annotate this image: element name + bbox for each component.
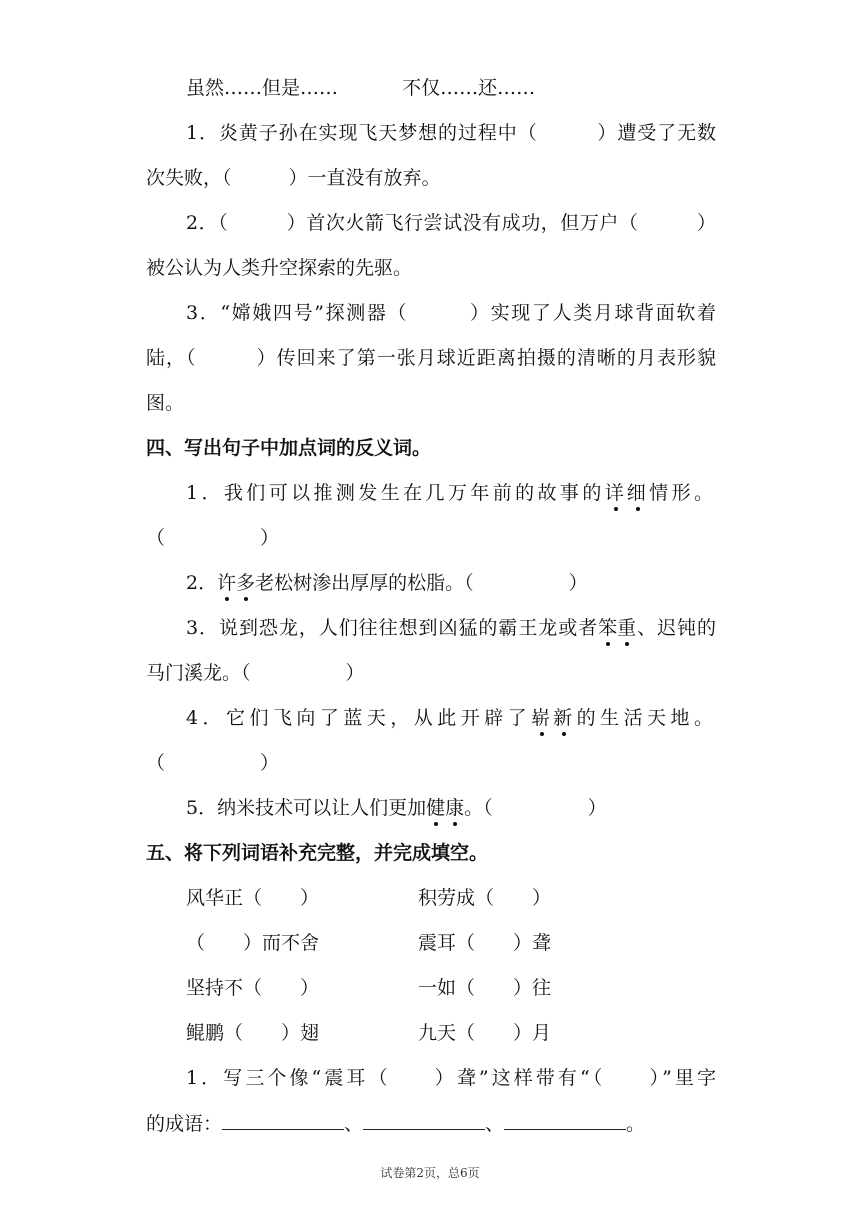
s3-q3-line2: 陆，（ ）传回来了第一张月球近距离拍摄的清晰的月表形貌 (146, 347, 716, 369)
s3-q2-line1: 2．（ ）首次火箭飞行尝试没有成功，但万户（ ） (186, 212, 716, 234)
idiom-6: 一如（ ）往 (418, 977, 552, 999)
s4-q5-text-end: 。（ ） (464, 797, 607, 819)
s4-q2-text: 老松树渗出厚厚的松脂。（ ） (255, 572, 588, 594)
s3-q2-line2: 被公认为人类升空探索的先驱。 (146, 257, 413, 279)
page-footer: 试卷第2页，总6页 (380, 1166, 480, 1180)
s4-q4-answer: （ ） (146, 752, 280, 774)
s4-q3-text: 3．说到恐龙，人们往往想到凶猛的霸王龙或者 (186, 617, 599, 639)
s3-q3-line3: 图。 (146, 392, 185, 414)
dotted-char: 崭 (531, 707, 554, 729)
separator-1: 、 (344, 1113, 364, 1135)
s3-q1-line2: 次失败，（ ）一直没有放弃。 (146, 167, 441, 189)
s4-q2-num: 2． (186, 572, 218, 594)
s4-q5 (186, 796, 716, 820)
s3-q1-line1: 1．炎黄子孙在实现飞天梦想的过程中（ ）遭受了无数 (186, 122, 716, 144)
conjunction-pair-1: 虽然……但是…… (186, 77, 339, 99)
dotted-char: 笨 (598, 617, 618, 639)
s4-q1-answer: （ ） (146, 527, 280, 549)
s4-q4 (186, 706, 716, 730)
dotted-char: 重 (617, 617, 637, 639)
s4-q4-dotted-word (531, 707, 575, 729)
s4-q1-text: 1．我们可以推测发生在几万年前的故事的 (186, 482, 605, 504)
s4-q2 (186, 571, 716, 595)
s4-q1-text-end: 情形。 (648, 482, 716, 504)
s4-q5-text: 5．纳米技术可以让人们更加 (186, 797, 427, 819)
s3-q3-line1: 3．“嫦娥四号”探测器（ ）实现了人类月球背面软着 (186, 302, 716, 324)
section-4-heading: 四、写出句子中加点词的反义词。 (146, 437, 432, 459)
s4-q5-dotted-word (426, 797, 464, 819)
idiom-5: 坚持不（ ） (186, 977, 320, 999)
dotted-char: 多 (236, 572, 256, 594)
period: 。 (626, 1113, 646, 1135)
dotted-char: 细 (626, 482, 649, 504)
answer-blank-2[interactable] (363, 1111, 485, 1130)
s4-q3 (186, 616, 716, 640)
s5-q1-line1: 1．写三个像“震耳（ ）聋”这样带有“（ ）”里字 (186, 1067, 716, 1089)
idiom-8: 九天（ ）月 (418, 1022, 552, 1044)
dotted-char: 新 (553, 707, 576, 729)
s4-q3-line2: 马门溪龙。（ ） (146, 662, 365, 684)
s4-q4-text-end: 的生活天地。 (575, 707, 716, 729)
s4-q2-dotted-word (217, 572, 255, 594)
s4-q1-dotted-word (605, 482, 649, 504)
s4-q3-text-end: 、迟钝的 (636, 617, 716, 639)
s4-q1 (186, 481, 716, 505)
dotted-char: 许 (217, 572, 237, 594)
idiom-4: 震耳（ ）聋 (418, 932, 552, 954)
conjunction-bank (186, 76, 716, 100)
idiom-2: 积劳成（ ） (418, 887, 552, 909)
idiom-7: 鲲鹏（ ）翅 (186, 1022, 320, 1044)
dotted-char: 详 (604, 482, 627, 504)
conjunction-pair-2: 不仅……还…… (402, 77, 536, 99)
s4-q3-dotted-word (598, 617, 636, 639)
idiom-3: （ ）而不舍 (186, 932, 320, 954)
separator-2: 、 (485, 1113, 505, 1135)
s5-q1-line2 (146, 1111, 716, 1136)
dotted-char: 健 (426, 797, 446, 819)
idiom-1: 风华正（ ） (186, 887, 320, 909)
s4-q4-text: 4．它们飞向了蓝天，从此开辟了 (186, 707, 532, 729)
dotted-char: 康 (445, 797, 465, 819)
answer-blank-1[interactable] (222, 1111, 344, 1130)
section-5-heading: 五、将下列词语补充完整，并完成填空。 (146, 842, 489, 864)
answer-blank-3[interactable] (504, 1111, 626, 1130)
s5-q1-prefix: 的成语： (146, 1113, 223, 1135)
